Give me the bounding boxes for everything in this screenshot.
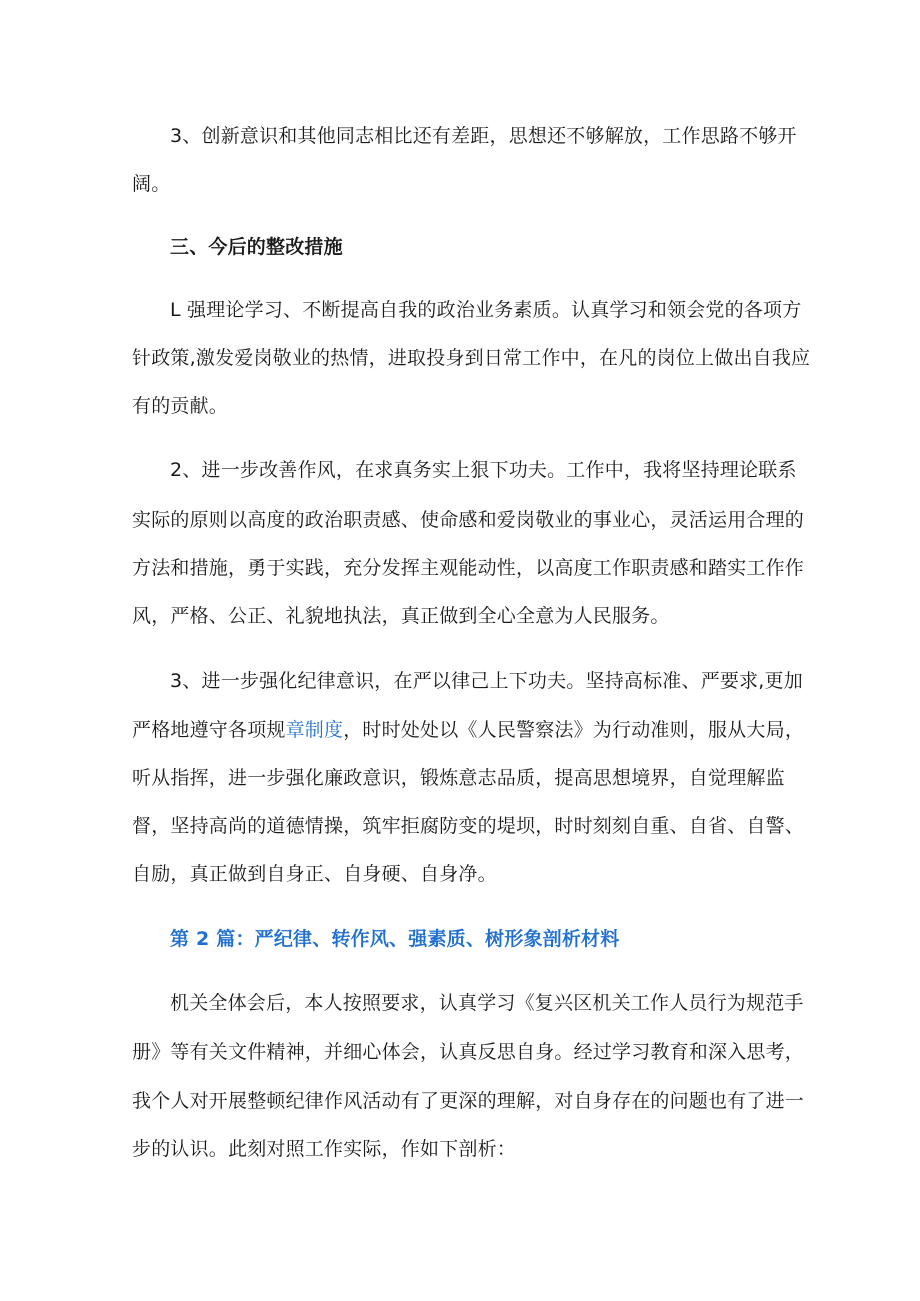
paragraph-article2-line-3: 我个人对开展整顿纪律作风活动有了更深的理解，对自身存在的问题也有了进一 xyxy=(132,1090,805,1112)
section-heading-rectification: 三、今后的整改措施 xyxy=(170,236,343,258)
paragraph-innovation-line-2: 阔。 xyxy=(132,173,171,195)
paragraph-measure1-line-3: 有的贡献。 xyxy=(132,395,229,417)
paragraph-measure3-line-1: 3、进一步强化纪律意识，在严以律己上下功夫。坚持高标准、严要求,更加 xyxy=(170,670,803,692)
paragraph-measure3-line-4: 督，坚持高尚的道德情操，筑牢拒腐防变的堤坝，时时刻刻自重、自省、自警、 xyxy=(132,815,805,837)
paragraph-measure3-line-5: 自励，真正做到自身正、自身硬、自身净。 xyxy=(132,863,497,885)
paragraph-measure3-line-3: 听从指挥，进一步强化廉政意识，锻炼意志品质，提高思想境界，自觉理解监 xyxy=(132,767,785,789)
paragraph-measure2-line-1: 2、进一步改善作风，在求真务实上狠下功夫。工作中，我将坚持理论联系 xyxy=(170,459,797,481)
paragraph-measure2-line-3: 方法和措施，勇于实践，充分发挥主观能动性，以高度工作职责感和踏实工作作 xyxy=(132,557,805,579)
paragraph-measure2-line-4: 风，严格、公正、礼貌地执法，真正做到全心全意为人民服务。 xyxy=(132,605,670,627)
paragraph-article2-line-4: 步的认识。此刻对照工作实际，作如下剖析： xyxy=(132,1138,517,1160)
paragraph-measure3-line-2 xyxy=(132,718,804,742)
paragraph-article2-line-2: 册》等有关文件精神，并细心体会，认真反思自身。经过学习教育和深入思考， xyxy=(132,1041,805,1063)
regulation-link[interactable]: 章制度 xyxy=(285,719,344,741)
paragraph-measure1-line-1: L 强理论学习、不断提高自我的政治业务素质。认真学习和领会党的各项方 xyxy=(170,299,802,321)
measure3-line2-text-after: ，时时处处以《人民警察法》为行动准则，服从大局， xyxy=(343,719,805,741)
measure3-line2-text-before: 严格地遵守各项规 xyxy=(132,719,286,741)
paragraph-innovation-line-1: 3、创新意识和其他同志相比还有差距，思想还不够解放，工作思路不够开 xyxy=(170,125,797,147)
paragraph-measure2-line-2: 实际的原则以高度的政治职责感、使命感和爱岗敬业的事业心，灵活运用合理的 xyxy=(132,509,805,531)
paragraph-article2-line-1: 机关全体会后，本人按照要求，认真学习《复兴区机关工作人员行为规范手 xyxy=(170,992,804,1014)
article2-heading-link[interactable]: 第 2 篇：严纪律、转作风、强素质、树形象剖析材料 xyxy=(170,928,620,950)
paragraph-measure1-line-2: 针政策,激发爱岗敬业的热情，进取投身到日常工作中，在凡的岗位上做出自我应 xyxy=(132,347,811,369)
